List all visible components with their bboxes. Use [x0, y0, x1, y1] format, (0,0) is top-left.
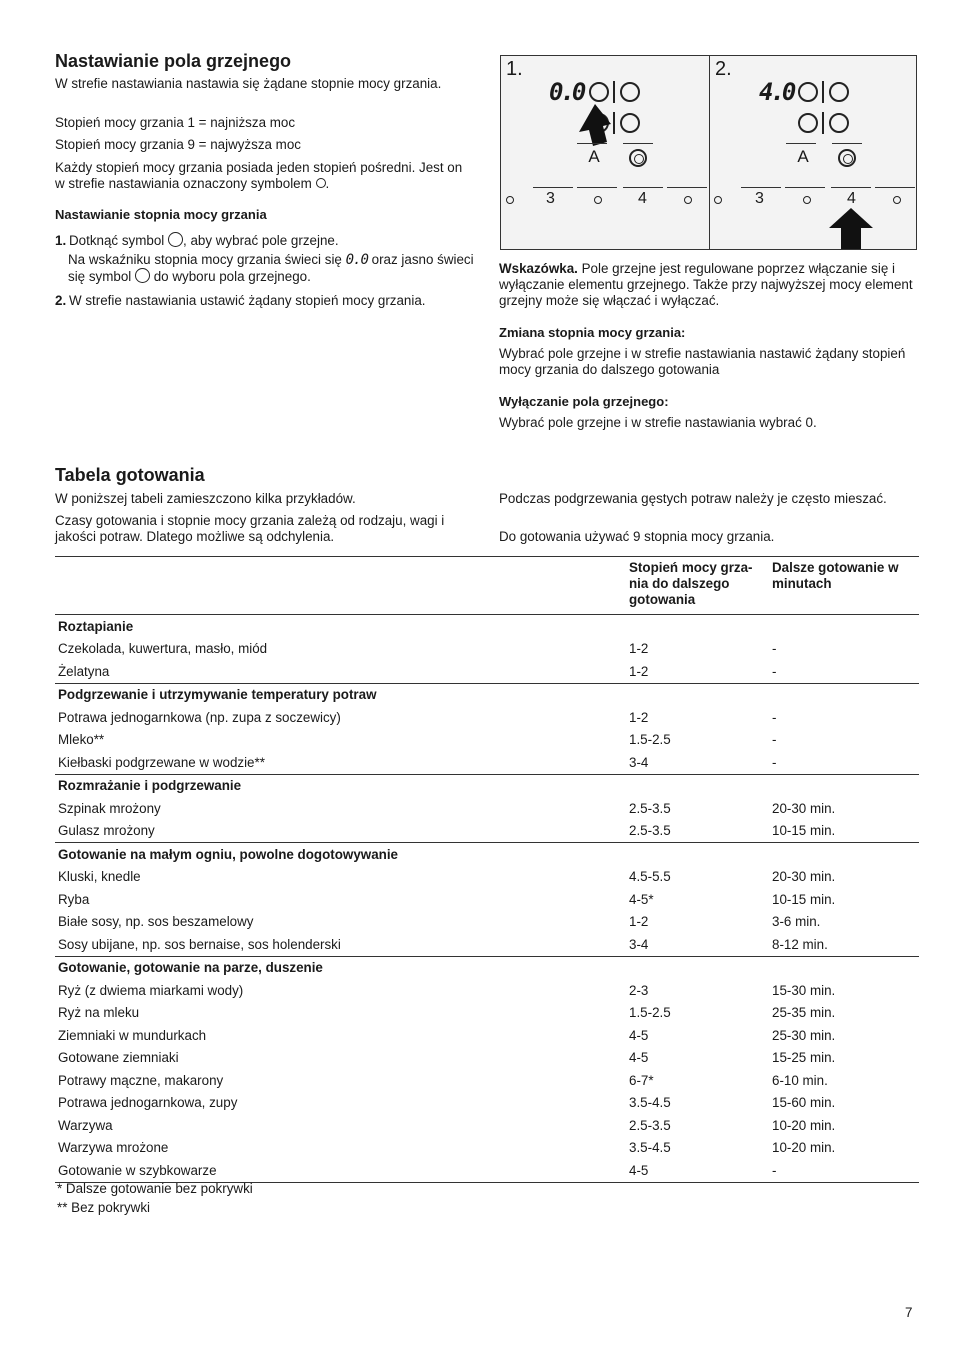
- paragraph: Wybrać pole grzejne i w strefie nastawiania nastawić żądany stopień mocy grzania do dalszego gotowania: [499, 346, 906, 377]
- subsection-title: Wyłączanie pola grzejnego:: [499, 394, 669, 409]
- table-cell: 25-30 min.: [772, 1027, 836, 1043]
- table-cell: 15-60 min.: [772, 1095, 836, 1111]
- table-cell: -: [772, 709, 777, 725]
- table-cell: Sosy ubijane, np. sos bernaise, sos holenderski: [58, 936, 341, 952]
- table-cell: Warzywa mrożone: [58, 1140, 169, 1156]
- table-cell: 15-30 min.: [772, 982, 836, 998]
- display-digits: 0.0: [549, 78, 584, 106]
- table-cell: Potrawy mączne, makarony: [58, 1072, 224, 1088]
- table-row: [55, 820, 919, 843]
- table-cell: 8-12 min.: [772, 936, 828, 952]
- paragraph: Stopień mocy grzania 9 = najwyższa moc: [55, 137, 301, 152]
- table-row: [55, 979, 919, 1002]
- step-number: 2.: [55, 293, 67, 308]
- double-ring-icon: [838, 149, 856, 167]
- table-row: [55, 1024, 919, 1047]
- table-cell: 2.5-3.5: [629, 823, 671, 839]
- scale-dot-icon: [594, 196, 602, 204]
- hob-ring-icon: [829, 82, 849, 102]
- table-cell: -: [772, 641, 777, 657]
- dash-line: [533, 187, 573, 188]
- table-header: [55, 557, 919, 615]
- table-row: [55, 706, 919, 729]
- dash-line: [741, 187, 781, 188]
- paragraph: Czasy gotowania i stopnie mocy grzania zależą od rodzaju, wagi i jakości potraw. Dlatego możliwe są odchylenia.: [55, 513, 445, 544]
- scale-label: 4: [847, 190, 856, 207]
- scale-dot-icon: [714, 196, 722, 204]
- step-text: W strefie nastawiania ustawić żądany stopień mocy grzania.: [69, 293, 426, 308]
- table-cell: 4.5-5.5: [629, 869, 671, 885]
- hob-bar-icon: [822, 112, 824, 134]
- table-cell: 10-20 min.: [772, 1117, 836, 1133]
- scale-label: 3: [755, 190, 764, 207]
- table-group-row: [55, 683, 919, 706]
- table-cell: Warzywa: [58, 1117, 113, 1133]
- hob-ring-icon: [620, 82, 640, 102]
- group-heading: Roztapianie: [58, 618, 134, 634]
- table-cell: 6-10 min.: [772, 1072, 828, 1088]
- step-1-detail: [55, 252, 488, 285]
- table-cell: 1-2: [629, 709, 649, 725]
- header-cell: [55, 557, 626, 615]
- double-ring-icon: [629, 149, 647, 167]
- table-cell: Mleko**: [58, 732, 105, 748]
- table-row: [55, 797, 919, 820]
- table-row: [55, 933, 919, 956]
- scale-dot-icon: [893, 196, 901, 204]
- table-row: [55, 1002, 919, 1025]
- note: [499, 261, 919, 309]
- table-row: [55, 660, 919, 683]
- group-heading: Rozmrażanie i podgrzewanie: [55, 774, 919, 797]
- dash-line: [875, 187, 915, 188]
- dash-line: [623, 187, 663, 188]
- table-cell: Gotowanie w szybkowarze: [55, 1159, 626, 1182]
- table-cell: 3-4: [629, 936, 649, 952]
- header-cell: Dalsze gotowanie w minutach: [769, 557, 919, 615]
- table-row: [55, 1114, 919, 1137]
- table-cell: Potrawa jednogarnkowa, zupy: [58, 1095, 238, 1111]
- dash-line: [577, 187, 617, 188]
- subsection-title: Nastawianie stopnia mocy grzania: [55, 207, 267, 222]
- paragraph: W poniższej tabeli zamieszczono kilka przykładów.: [55, 491, 356, 506]
- scale-label: 4: [638, 190, 647, 207]
- hob-ring-icon: [798, 113, 818, 133]
- step-text: oraz jasno świeci się symbol: [68, 252, 474, 284]
- table-group-row: [55, 774, 919, 797]
- table-cell: -: [772, 754, 777, 770]
- table-row: [55, 888, 919, 911]
- table-cell: 10-15 min.: [772, 891, 836, 907]
- table-cell: Ryż (z dwiema miarkami wody): [58, 982, 244, 998]
- table-cell: 1.5-2.5: [629, 732, 671, 748]
- table-cell: 15-25 min.: [772, 1050, 836, 1066]
- table-cell: Ziemniaki w mundurkach: [58, 1027, 207, 1043]
- table-row: [55, 751, 919, 774]
- subsection-title: Zmiana stopnia mocy grzania:: [499, 325, 686, 340]
- table-cell: Gulasz mrożony: [58, 823, 155, 839]
- key-a: A: [588, 147, 600, 166]
- group-heading: Gotowanie, gotowanie na parze, duszenie: [55, 956, 919, 979]
- key-a: A: [797, 147, 809, 166]
- paragraph: W strefie nastawiania nastawia się żądane stopnie mocy grzania.: [55, 76, 442, 91]
- paragraph: Wybrać pole grzejne i w strefie nastawiania wybrać 0.: [499, 415, 817, 430]
- dash-line: [667, 187, 707, 188]
- table-cell: 4-5: [629, 1027, 649, 1043]
- table-cell: 4-5*: [629, 891, 654, 907]
- section-title: Nastawianie pola grzejnego: [55, 51, 292, 71]
- table-group-row: [55, 956, 919, 979]
- table-row: [55, 1047, 919, 1070]
- display-digits: 0.0: [345, 252, 368, 268]
- footnote: ** Bez pokrywki: [57, 1200, 151, 1215]
- table-cell: 2-3: [629, 982, 649, 998]
- table-cell: 2.5-3.5: [629, 800, 671, 816]
- table-cell: 3-6 min.: [772, 914, 821, 930]
- table-cell: 1-2: [629, 641, 649, 657]
- table-cell: Czekolada, kuwertura, masło, miód: [58, 641, 268, 657]
- dash-line: [786, 143, 816, 144]
- table-cell: 20-30 min.: [772, 800, 836, 816]
- section-title: Tabela gotowania: [55, 465, 205, 485]
- table-cell: 3.5-4.5: [629, 1095, 671, 1111]
- dash-line: [577, 143, 607, 144]
- panel-label: 1.: [506, 58, 523, 80]
- table-row: [55, 1069, 919, 1092]
- table-cell: Szpinak mrożony: [58, 800, 161, 816]
- circle-icon: [168, 232, 183, 247]
- step-text: Na wskaźniku stopnia mocy grzania świeci się: [68, 252, 342, 267]
- table-cell: -: [772, 663, 777, 679]
- hob-ring-icon: [829, 113, 849, 133]
- table-cell: 2.5-3.5: [629, 1117, 671, 1133]
- group-heading: Gotowanie na małym ogniu, powolne dogotowywanie: [55, 843, 919, 866]
- table-row: [55, 1092, 919, 1115]
- table-cell: 10-20 min.: [772, 1140, 836, 1156]
- paragraph: Do gotowania używać 9 stopnia mocy grzania.: [499, 529, 775, 544]
- table-row: [55, 729, 919, 752]
- table-cell: Gotowane ziemniaki: [58, 1050, 179, 1066]
- note-text: Pole grzejne jest regulowane poprzez włączanie się i wyłączanie elementu grzejnego. Także przy najwyższej mocy element grzejny może się włączać i wyłączać.: [499, 261, 913, 308]
- table-row: [55, 911, 919, 934]
- scale-dot-icon: [506, 196, 514, 204]
- step-text: do wyboru pola grzejnego.: [153, 269, 311, 284]
- table-cell: Ryba: [58, 891, 90, 907]
- header-cell: Stopień mocy grza-nia do dalszego gotowania: [626, 557, 769, 615]
- arrow-up-icon: [827, 206, 875, 250]
- group-heading: Podgrzewanie i utrzymywanie temperatury potraw: [55, 683, 919, 706]
- footnote: * Dalsze gotowanie bez pokrywki: [57, 1181, 253, 1196]
- panel-label: 2.: [715, 58, 732, 80]
- note-label: Wskazówka.: [499, 261, 578, 276]
- scale-dot-icon: [684, 196, 692, 204]
- table-row: [55, 866, 919, 889]
- step-1: [55, 232, 475, 249]
- table-row: [55, 1137, 919, 1160]
- step-number: 1.: [55, 233, 67, 248]
- table-cell: 4-5: [626, 1159, 769, 1182]
- hob-bar-icon: [613, 81, 615, 103]
- table-cell: 1-2: [629, 663, 649, 679]
- table-group-row: [55, 843, 919, 866]
- table-row: [55, 1159, 919, 1182]
- control-panel-diagram: [500, 55, 917, 250]
- hob-ring-icon: [589, 82, 609, 102]
- display-digits: 4.0: [759, 78, 794, 106]
- page-number: 7: [905, 1305, 913, 1320]
- step-text: , aby wybrać pole grzejne.: [183, 233, 339, 248]
- hob-ring-icon: [798, 82, 818, 102]
- table-cell: Żelatyna: [58, 663, 110, 679]
- paragraph: Podczas podgrzewania gęstych potraw należy je często mieszać.: [499, 491, 887, 506]
- paragraph-text: Każdy stopień mocy grzania posiada jeden stopień pośredni. Jest on w strefie nastawiania oznaczony symbolem: [55, 160, 463, 191]
- table-cell: Ryż na mleku: [58, 1005, 140, 1021]
- small-circle-icon: [316, 178, 326, 188]
- table-cell: 4-5: [629, 1050, 649, 1066]
- dash-line: [623, 143, 653, 144]
- table-cell: Kluski, knedle: [58, 869, 141, 885]
- cooking-table: [55, 556, 919, 1183]
- table-group-row: [55, 615, 919, 638]
- step-text: Dotknąć symbol: [69, 233, 165, 248]
- scale-dot-icon: [803, 196, 811, 204]
- hob-bar-icon: [822, 81, 824, 103]
- table-cell: 1-2: [629, 914, 649, 930]
- hob-ring-icon: [620, 113, 640, 133]
- table-row: [55, 638, 919, 661]
- table-cell: 3-4: [629, 754, 649, 770]
- table-cell: Kiełbaski podgrzewane w wodzie**: [58, 754, 265, 770]
- paragraph: Każdy stopień mocy grzania posiada jeden stopień pośredni. Jest on w strefie nastawiania oznaczony symbolem .: [55, 160, 463, 191]
- table-cell: Białe sosy, np. sos beszamelowy: [58, 914, 254, 930]
- table-cell: 1.5-2.5: [629, 1005, 671, 1021]
- scale-label: 3: [546, 190, 555, 207]
- circle-icon: [135, 268, 150, 283]
- table-body: [55, 615, 919, 1183]
- table-cell: 10-15 min.: [772, 823, 836, 839]
- dash-line: [785, 187, 825, 188]
- table-cell: 25-35 min.: [772, 1005, 836, 1021]
- table-cell: -: [772, 732, 777, 748]
- table-cell: 6-7*: [629, 1072, 654, 1088]
- step-2: [55, 293, 485, 309]
- table-cell: -: [769, 1159, 919, 1182]
- dash-line: [831, 187, 871, 188]
- table-cell: 20-30 min.: [772, 869, 836, 885]
- panel-divider: [709, 56, 710, 249]
- dash-line: [832, 143, 862, 144]
- table-cell: 3.5-4.5: [629, 1140, 671, 1156]
- paragraph: Stopień mocy grzania 1 = najniższa moc: [55, 115, 296, 130]
- table-cell: Potrawa jednogarnkowa (np. zupa z soczewicy): [58, 709, 341, 725]
